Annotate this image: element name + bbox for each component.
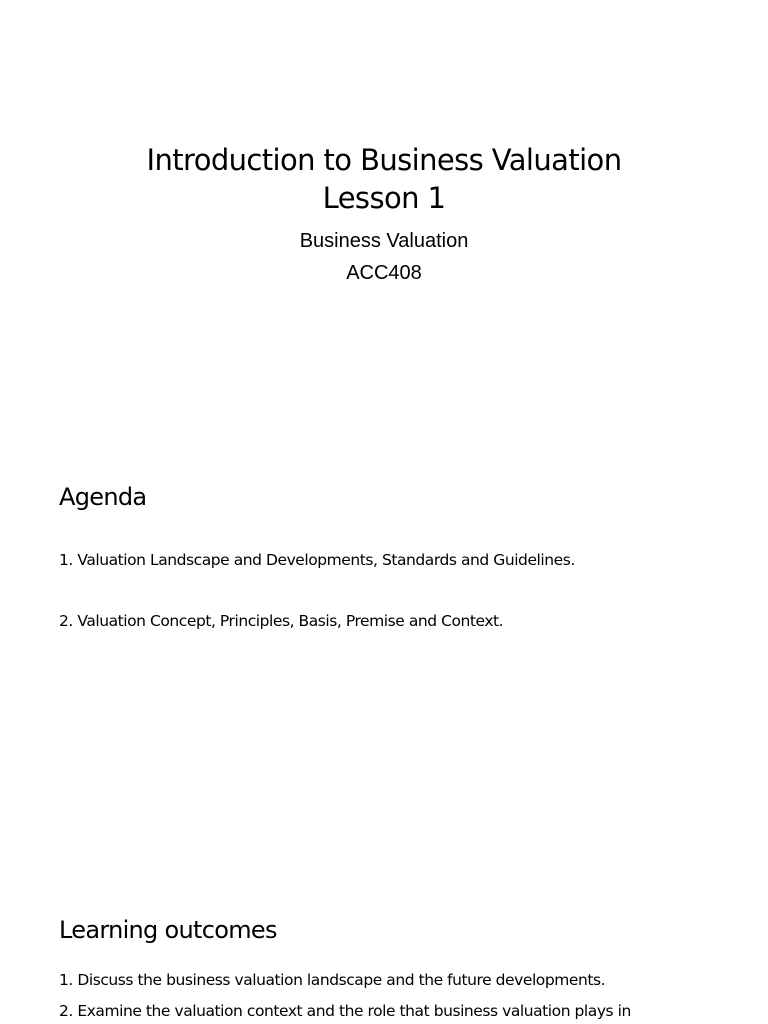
agenda-heading: Agenda	[59, 483, 147, 511]
learning-outcomes-slide	[0, 864, 768, 1024]
learning-outcome-item: 1. Discuss the business valuation landscape and the future developments.	[59, 971, 606, 989]
learning-outcomes-heading: Learning outcomes	[59, 916, 277, 944]
slide-subtitle-course-name: Business Valuation	[299, 230, 469, 252]
slide-title-line-1: Introduction to Business Valuation	[146, 143, 622, 177]
agenda-item: 2. Valuation Concept, Principles, Basis, Premise and Context.	[59, 612, 504, 630]
agenda-item: 1. Valuation Landscape and Developments, Standards and Guidelines.	[59, 551, 575, 569]
slide-title-line-2: Lesson 1	[322, 181, 446, 215]
slide-subtitle-course-code: ACC408	[346, 262, 422, 284]
agenda-slide	[0, 432, 768, 864]
learning-outcome-item: 2. Examine the valuation context and the role that business valuation plays in	[59, 1002, 631, 1020]
title-slide	[0, 0, 768, 432]
